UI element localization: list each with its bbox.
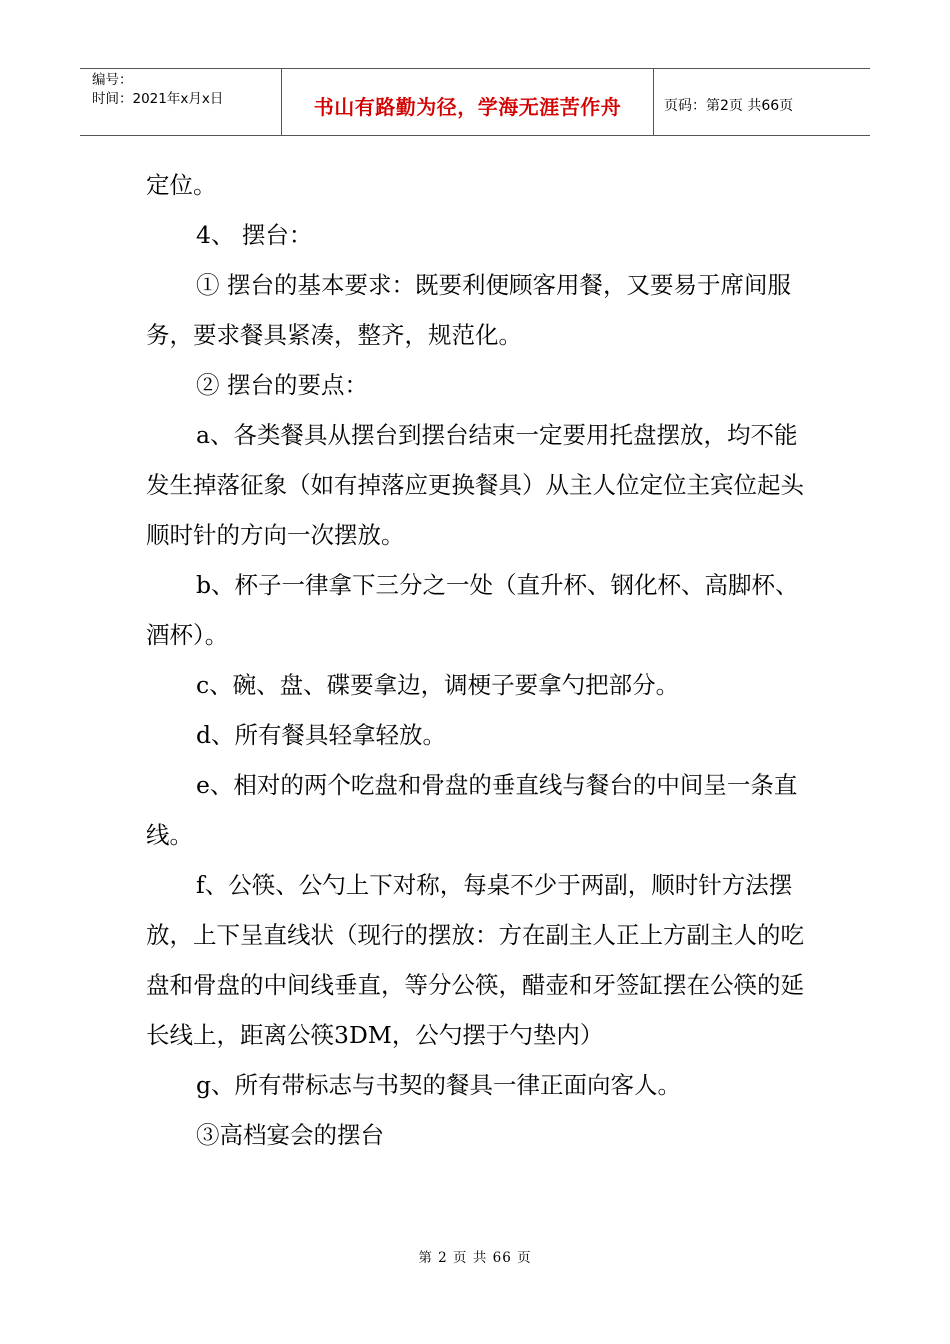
paragraph: ② 摆台的要点： [196,371,368,399]
header-meta [80,69,282,135]
header-time-label: 时间：2021年x月x日 [92,91,224,107]
paragraph: ③高档宴会的摆台 [196,1121,384,1149]
paragraph: g、所有带标志与书契的餐具一律正面向客人。 [196,1071,682,1099]
page-footer: 第 2 页 共 66 页 [418,1250,532,1266]
paragraph: a、各类餐具从摆台到摆台结束一定要用托盘摆放，均不能发生掉落征象（如有掉落应更换餐具）从主人位定位主宾位起头顺时针的方向一次摆放。 [146,421,804,549]
header-motto: 书山有路勤为径，学海无涯苦作舟 [282,69,654,135]
page-header [80,68,870,136]
paragraph: f、公筷、公勺上下对称，每桌不少于两副，顺时针方法摆放，上下呈直线状（现行的摆放：方在副主人正上方副主人的吃盘和骨盘的中间线垂直，等分公筷，醋壶和牙签缸摆在公筷的延长线上，距离公筷3DM，公勺摆于勺垫内） [146,871,804,1049]
paragraph: c、碗、盘、碟要拿边，调梗子要拿勺把部分。 [196,671,680,699]
document-body [146,160,810,1160]
paragraph: e、相对的两个吃盘和骨盘的垂直线与餐台的中间呈一条直线。 [146,771,798,849]
paragraph: 定位。 [146,171,217,199]
header-page-info: 页码：第2页 共66页 [664,98,794,114]
paragraph: d、所有餐具轻拿轻放。 [196,721,447,749]
paragraph: b、杯子一律拿下三分之一处（直升杯、钢化杯、高脚杯、酒杯）。 [146,571,799,649]
paragraph: ① 摆台的基本要求：既要利便顾客用餐，又要易于席间服务，要求餐具紧凑，整齐，规范化。 [146,271,791,349]
paragraph: 4、 摆台： [196,221,313,249]
header-number-label: 编号： [92,72,133,88]
